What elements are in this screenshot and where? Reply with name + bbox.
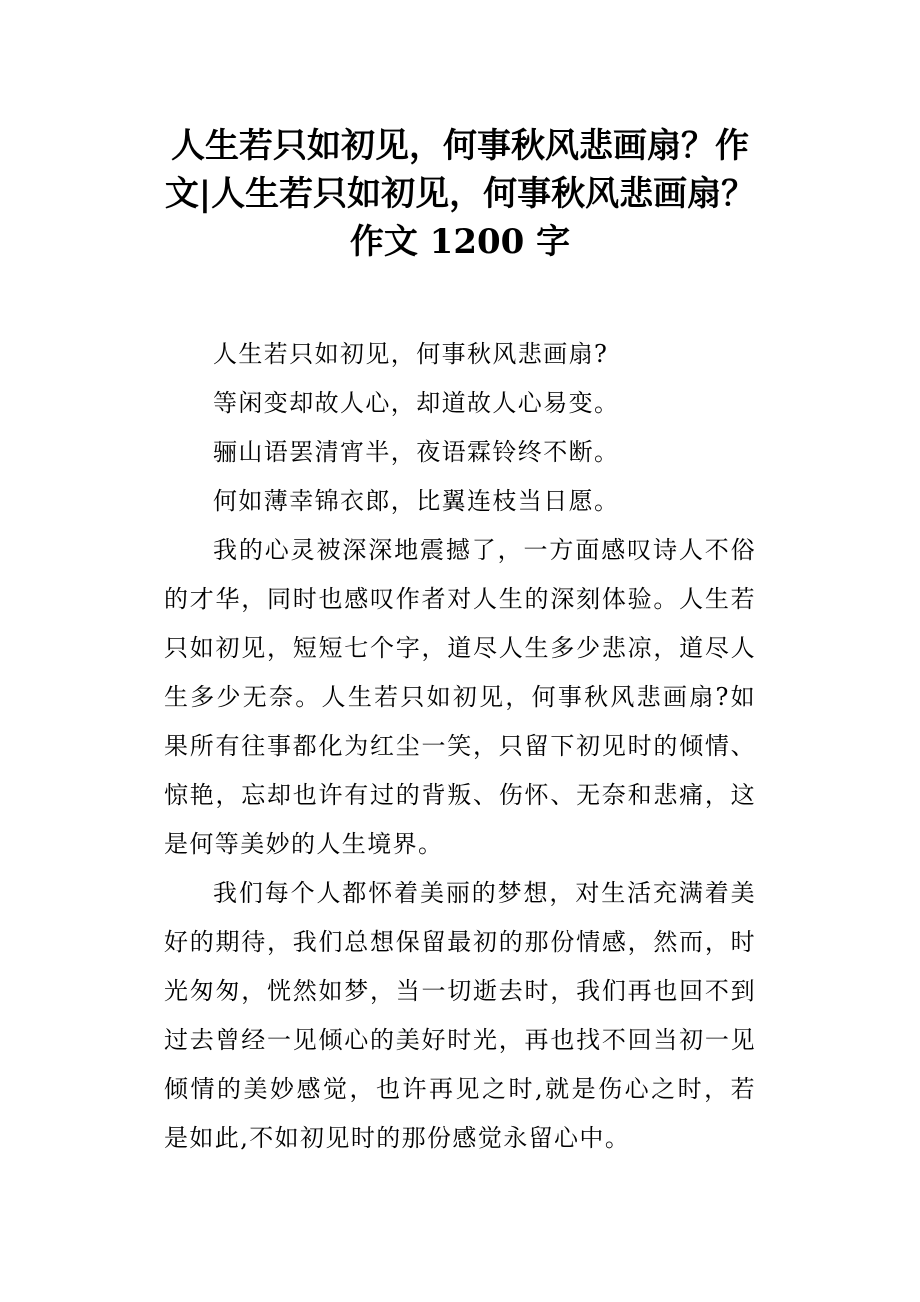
document-body (164, 330, 756, 1163)
poem-line: 骊山语罢清宵半，夜语霖铃终不断。 (213, 438, 620, 466)
document-title: 人生若只如初见，何事秋风悲画扇？作文|人生若只如初见，何事秋风悲画扇？作文 1200 字 (164, 126, 756, 262)
body-paragraph: 我的心灵被深深地震撼了，一方面感叹诗人不俗的才华，同时也感叹作者对人生的深刻体验。人生若只如初见，短短七个字，道尽人生多少悲凉，道尽人生多少无奈。人生若只如初见，何事秋风悲画扇?如果所有往事都化为红尘一笑，只留下初见时的倾情、惊艳，忘却也许有过的背叛、伤怀、无奈和悲痛，这是何等美妙的人生境界。 (164, 536, 756, 858)
poem-line: 等闲变却故人心，却道故人心易变。 (213, 389, 620, 417)
body-paragraph: 我们每个人都怀着美丽的梦想，对生活充满着美好的期待，我们总想保留最初的那份情感，然而，时光匆匆，恍然如梦，当一切逝去时，我们再也回不到过去曾经一见倾心的美好时光，再也找不回当初一见倾情的美妙感觉，也许再见之时,就是伤心之时，若是如此,不如初见时的那份感觉永留心中。 (164, 879, 756, 1152)
poem-line: 何如薄幸锦衣郎，比翼连枝当日愿。 (213, 487, 620, 515)
poem-line: 人生若只如初见，何事秋风悲画扇? (213, 340, 609, 368)
